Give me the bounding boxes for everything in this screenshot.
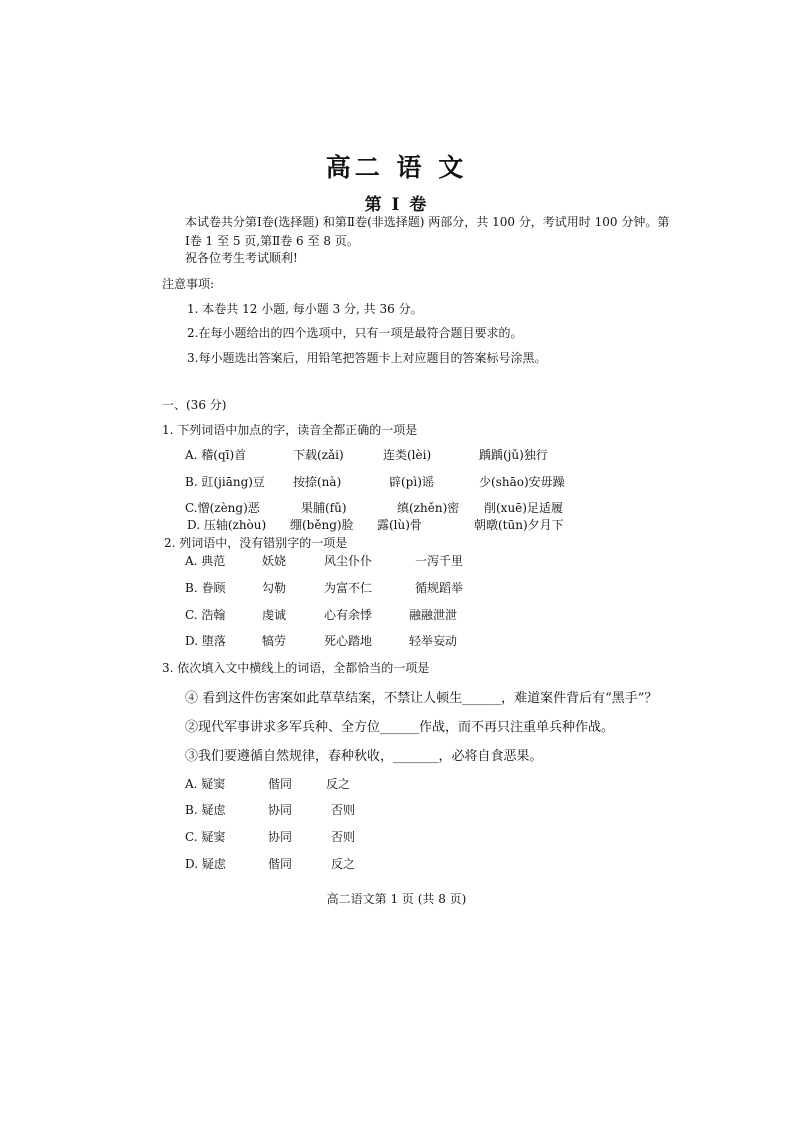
q2-option-d-word-2: 犒劳 bbox=[262, 634, 287, 648]
intro-line-1: 本试卷共分第Ⅰ卷(选择题) 和第Ⅱ卷(非选择题) 两部分，共 100 分，考试用时 100 分钟。第 bbox=[185, 215, 670, 229]
q1-option-d-word-1: D. 压轴(zhòu) bbox=[187, 518, 267, 532]
wish-line: 祝各位考生考试顺利! bbox=[185, 251, 298, 265]
q3-option-a-word-1: A. 疑窦 bbox=[185, 777, 226, 791]
q3-sentence-3: ③我们要遵循自然规律，春种秋收，_______，必将自食恶果。 bbox=[185, 749, 543, 764]
q2-option-c-word-4: 融融泄泄 bbox=[409, 608, 458, 622]
q2-stem: 2. 列词语中，没有错别字的一项是 bbox=[164, 536, 348, 550]
q2-option-a-word-3: 风尘仆仆 bbox=[324, 554, 373, 568]
intro-line-2: Ⅰ卷 1 至 5 页,第Ⅱ卷 6 至 8 页。 bbox=[185, 234, 359, 248]
q3-option-c-word-1: C. 疑窦 bbox=[185, 830, 226, 844]
q3-option-d-word-2: 偕同 bbox=[268, 857, 293, 871]
q2-option-b-word-2: 勾勒 bbox=[262, 581, 287, 595]
note-item: 3.每小题选出答案后，用铅笔把答题卡上对应题目的答案标号涂黑。 bbox=[187, 351, 547, 365]
q1-option-b-word-2: 按捺(nà) bbox=[293, 475, 342, 489]
q2-option-d-word-4: 轻举妄动 bbox=[409, 634, 458, 648]
q2-option-a-word-2: 妖娆 bbox=[262, 554, 287, 568]
volume-heading: 第 Ⅰ 卷 bbox=[364, 195, 429, 215]
q2-option-a-word-4: 一泻千里 bbox=[415, 554, 464, 568]
q3-stem: 3. 依次填入文中横线上的词语，全都恰当的一项是 bbox=[162, 661, 430, 675]
q3-sentence-2: ②现代军事讲求多军兵种、全方位______作战，而不再只注重单兵种作战。 bbox=[185, 720, 615, 735]
q1-option-a-word-2: 下载(zǎi) bbox=[293, 448, 344, 462]
q3-option-c-word-3: 否则 bbox=[331, 830, 356, 844]
note-item: 2.在每小题给出的四个选项中，只有一项是最符合题目要求的。 bbox=[187, 326, 523, 340]
q1-option-d-word-4: 朝暾(tūn)夕月下 bbox=[474, 518, 564, 532]
note-item: 1. 本卷共 12 小题, 每小题 3 分, 共 36 分。 bbox=[187, 302, 423, 316]
page-title: 高二 语 文 bbox=[325, 153, 468, 182]
q2-option-d-word-3: 死心踏地 bbox=[324, 634, 373, 648]
q1-option-c-word-4: 削(xuē)足适履 bbox=[484, 501, 563, 515]
q3-option-b-word-2: 协同 bbox=[268, 803, 293, 817]
q2-option-a-word-1: A. 典范 bbox=[185, 554, 226, 568]
q2-option-b-word-4: 循规蹈举 bbox=[415, 581, 464, 595]
q2-option-b-word-3: 为富不仁 bbox=[324, 581, 373, 595]
q3-option-b-word-1: B. 疑虑 bbox=[185, 803, 226, 817]
q1-stem: 1. 下列词语中加点的字，读音全都正确的一项是 bbox=[162, 423, 418, 437]
q3-option-b-word-3: 否则 bbox=[331, 803, 356, 817]
q1-option-a-word-4: 踽踽(jǔ)独行 bbox=[479, 448, 548, 462]
q3-option-a-word-3: 反之 bbox=[326, 777, 351, 791]
q2-option-d-word-1: D. 堕落 bbox=[185, 634, 226, 648]
q1-option-c-word-1: C.憎(zèng)恶 bbox=[185, 501, 260, 515]
q1-option-a-word-1: A. 稽(qī)首 bbox=[185, 448, 247, 462]
section-heading: 一、(36 分) bbox=[162, 398, 227, 412]
q3-sentence-1: ④ 看到这件伤害案如此草草结案，不禁让人顿生______，难道案件背后有“黑手”？ bbox=[185, 691, 658, 706]
q2-option-c-word-1: C. 浩翰 bbox=[185, 608, 226, 622]
q1-option-d-word-3: 露(lù)骨 bbox=[377, 518, 422, 532]
q2-option-c-word-3: 心有余悸 bbox=[324, 608, 373, 622]
q3-option-c-word-2: 协同 bbox=[268, 830, 293, 844]
q1-option-b-word-4: 少(shāo)安毋躁 bbox=[479, 475, 565, 489]
q1-option-c-word-3: 缜(zhěn)密 bbox=[397, 501, 460, 515]
page-footer: 高二语文第 1 页 (共 8 页) bbox=[326, 892, 467, 906]
q1-option-c-word-2: 果脯(fǔ) bbox=[301, 501, 347, 515]
notes-heading: 注意事项: bbox=[162, 277, 215, 291]
q3-option-d-word-3: 反之 bbox=[331, 857, 356, 871]
q2-option-b-word-1: B. 眷顾 bbox=[185, 581, 226, 595]
q1-option-b-word-1: B. 豇(jiāng)豆 bbox=[185, 475, 265, 489]
q3-option-a-word-2: 偕同 bbox=[268, 777, 293, 791]
q1-option-b-word-3: 辟(pì)谣 bbox=[389, 475, 434, 489]
q2-option-c-word-2: 虔诚 bbox=[262, 608, 287, 622]
q1-option-d-word-2: 绷(běng)脸 bbox=[290, 518, 354, 532]
q3-option-d-word-1: D. 疑虑 bbox=[185, 857, 226, 871]
q1-option-a-word-3: 连类(lèi) bbox=[383, 448, 432, 462]
